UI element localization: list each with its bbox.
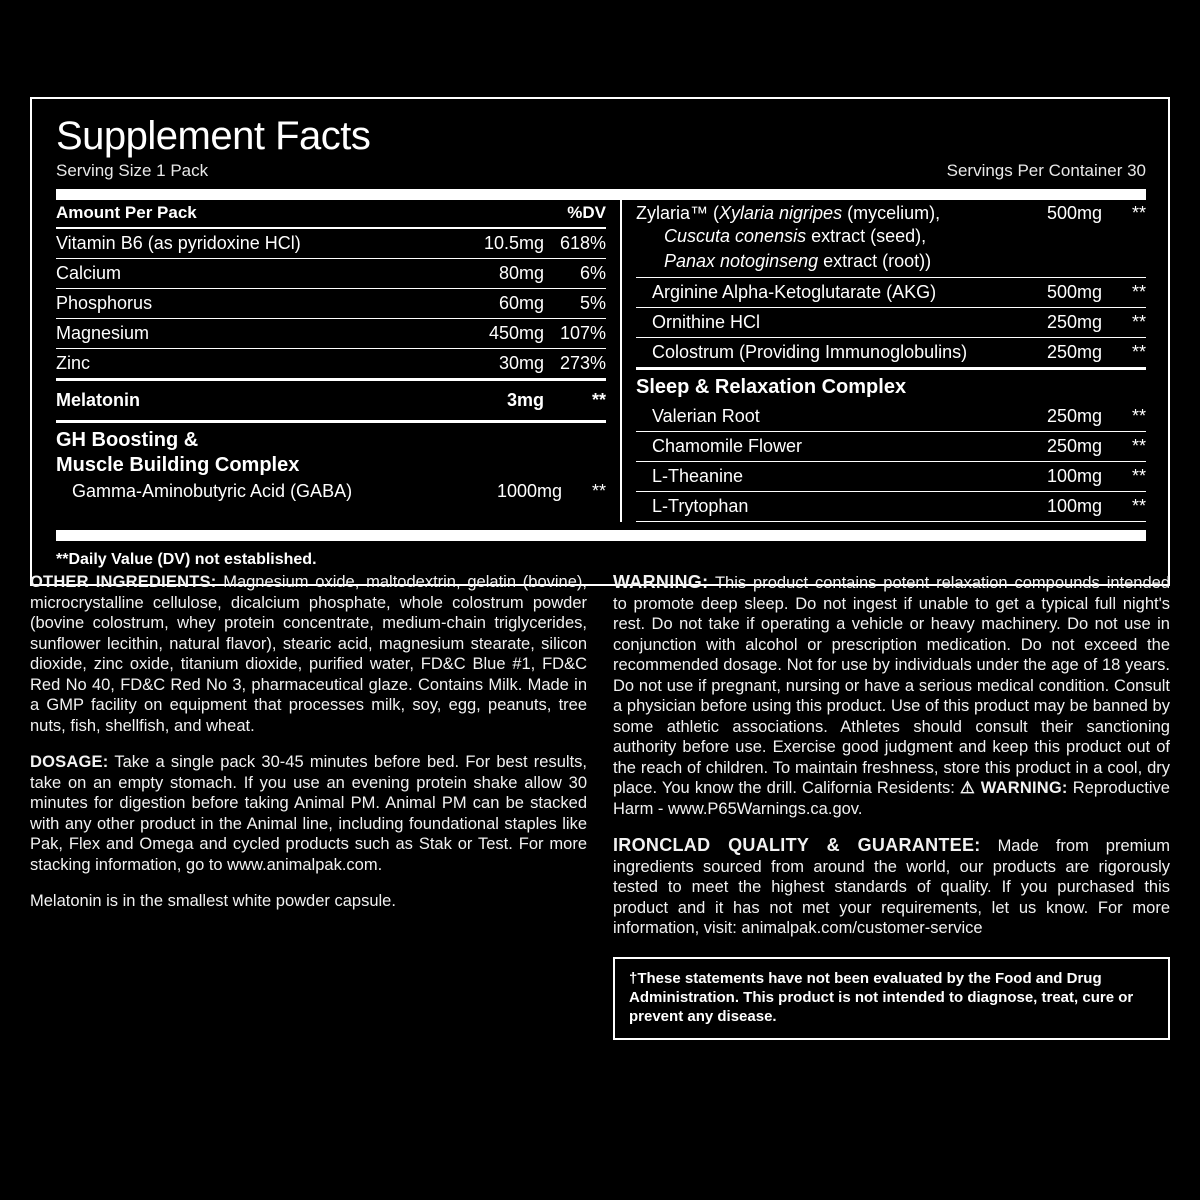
gh-complex-title-line-1: GH Boosting & (56, 429, 199, 451)
table-row (56, 259, 606, 289)
zylaria-post-2: extract (seed), (806, 226, 927, 246)
table-row (56, 229, 606, 259)
nutrient-name: L-Theanine (652, 466, 744, 486)
nutrient-dv: 618% (559, 233, 606, 253)
amount-header-row (56, 200, 606, 229)
amount-per-pack-label: Amount Per Pack (56, 203, 197, 222)
zylaria-italic-1: Xylaria nigripes (719, 203, 843, 223)
dosage-text: Take a single pack 30-45 minutes before bed. For best results, take on an empty stomach. If you use an evening protein shake allow 30 minutes for digestion before taking Animal PM. Animal PM can be stacked with any other product in the Animal line, including foundational staples like Pak, Flex and Omega and cycled products such as Stak or Test. For more stacking information, go to www.animalpak.com. (30, 753, 587, 874)
fda-disclaimer-box (613, 957, 1170, 1040)
other-ingredients-label: OTHER INGREDIENTS: (30, 573, 217, 591)
lower-left-column (30, 572, 587, 1040)
panel-bottom-thick-rule (56, 530, 1146, 541)
nutrient-amount: 100mg (1046, 466, 1102, 486)
table-row-melatonin (56, 381, 606, 423)
nutrient-name: Gamma-Aminobutyric Acid (GABA) (72, 481, 353, 501)
nutrient-dv: 273% (559, 353, 606, 373)
other-ingredients-paragraph (30, 572, 587, 736)
p65-warning-label: WARNING: (980, 779, 1068, 797)
zylaria-sub-line-2 (636, 225, 1146, 250)
table-row (636, 338, 1146, 370)
nutrient-dv: ** (1131, 312, 1146, 332)
servings-per-container: Servings Per Container 30 (946, 161, 1146, 180)
nutrient-name: Ornithine HCl (652, 312, 761, 332)
warning-label: WARNING: (613, 572, 709, 592)
nutrient-name: Vitamin B6 (as pyridoxine HCl) (56, 233, 301, 253)
guarantee-paragraph (613, 835, 1170, 939)
zylaria-post-3: extract (root)) (818, 251, 932, 271)
dosage-label: DOSAGE: (30, 753, 109, 771)
serving-info-row (56, 161, 1146, 181)
zylaria-italic-2: Cuscuta conensis (664, 226, 807, 246)
table-row (636, 278, 1146, 308)
nutrient-name: Magnesium (56, 323, 150, 343)
nutrient-dv: 107% (559, 323, 606, 343)
nutrient-dv: ** (1131, 203, 1146, 223)
daily-value-note: **Daily Value (DV) not established. (56, 551, 317, 568)
nutrient-amount: 10.5mg (483, 233, 544, 253)
table-row (56, 289, 606, 319)
nutrient-name: Zinc (56, 353, 91, 373)
panel-top-thick-rule (56, 189, 1146, 200)
fda-disclaimer-text: †These statements have not been evaluated by the Food and Drug Administration. This product is not intended to diagnose, treat, cure or prevent any disease. (629, 969, 1134, 1025)
other-ingredients-text: Magnesium oxide, maltodextrin, gelatin (bovine), microcrystalline cellulose, dicalcium phosphate, whole colostrum powder (bovine colostrum, whey protein concentrate, medium-chain triglycerides, sunflower lecithin, natural flavor), stearic acid, magnesium stearate, silicon dioxide, zinc oxide, titanium dioxide, purified water, FD&C Blue #1, FD&C Red No 40, FD&C Red No 3, pharmaceutical glaze. Contains Milk. Made in a GMP facility on equipment that processes milk, soy, egg, peanuts, tree nuts, fish, shellfish, and wheat. (30, 573, 587, 735)
nutrient-amount: 500mg (1046, 203, 1102, 223)
table-row (636, 402, 1146, 432)
zylaria-sub-line-3 (636, 250, 1146, 278)
guarantee-text: Made from premium ingredients sourced from around the world, our products are rigorously tested to meet the highest standards of quality. If you purchased this product and it has not met your requirements, let us know. For more information, visit: animalpak.com/customer-service (613, 837, 1170, 937)
nutrient-amount: 100mg (1046, 496, 1102, 516)
serving-size: Serving Size 1 Pack (56, 161, 209, 180)
zylaria-italic-3: Panax notoginseng (664, 251, 819, 271)
nutrient-dv: 5% (579, 293, 606, 313)
nutrient-dv: ** (1131, 282, 1146, 302)
nutrient-name: Colostrum (Providing Immunoglobulins) (652, 342, 968, 362)
table-row (636, 492, 1146, 522)
panel-title: Supplement Facts (56, 114, 371, 158)
supplement-facts-panel (30, 97, 1170, 586)
zylaria-post-1: (mycelium), (842, 203, 941, 223)
table-row-zylaria (636, 200, 1146, 225)
table-row (56, 319, 606, 349)
nutrient-dv: ** (1131, 496, 1146, 516)
nutrient-dv: ** (1131, 406, 1146, 426)
nutrient-dv: ** (1131, 342, 1146, 362)
table-row (636, 462, 1146, 492)
dosage-paragraph (30, 752, 587, 875)
dv-label: %DV (567, 203, 606, 222)
table-row (636, 432, 1146, 462)
p65-warning-text: Reproductive Harm - www.P65Warnings.ca.gov. (613, 779, 1170, 818)
nutrient-dv: 6% (579, 263, 606, 283)
nutrient-dv: ** (1131, 436, 1146, 456)
nutrient-amount: 250mg (1046, 436, 1102, 456)
warning-text: This product contains potent relaxation compounds intended to promote deep sleep. Do not ingest if unable to get a typical full night's rest. Do not take if operating a vehicle or heavy machinery. Do not use in conjunction with alcohol or prescription medication. Do not exceed the recommended dosage. Not for use by individuals under the age of 18 years. Do not use if pregnant, nursing or have a serious medical condition. Consult a physician before using this product. Use of this product may be banned by some athletic associations. Athletes should consult their sanctioning authority before use. Exercise good judgment and keep this product out of the reach of children. To maintain freshness, store this product in a cool, dry place. You know the drill. California Residents: (613, 574, 1170, 797)
facts-columns (56, 200, 1146, 522)
warning-paragraph (613, 572, 1170, 819)
nutrient-name: Valerian Root (652, 406, 760, 426)
nutrient-dv: ** (591, 390, 606, 410)
sleep-complex-title: Sleep & Relaxation Complex (636, 376, 907, 398)
table-row (636, 308, 1146, 338)
nutrient-name: L-Trytophan (652, 496, 749, 516)
facts-left-column (56, 200, 612, 522)
nutrient-amount: 450mg (488, 323, 544, 343)
nutrient-name: Calcium (56, 263, 122, 283)
column-divider (620, 200, 622, 522)
nutrient-amount: 60mg (498, 293, 544, 313)
lower-text-area (30, 572, 1170, 1040)
nutrient-amount: 500mg (1046, 282, 1102, 302)
melatonin-note: Melatonin is in the smallest white powder capsule. (30, 892, 396, 910)
nutrient-name: Melatonin (56, 390, 140, 410)
facts-right-column (630, 200, 1146, 522)
nutrient-name: Arginine Alpha-Ketoglutarate (AKG) (652, 282, 937, 302)
nutrient-amount: 1000mg (496, 481, 562, 501)
nutrient-amount: 3mg (506, 390, 544, 410)
nutrient-dv: ** (591, 481, 606, 501)
nutrient-name: Phosphorus (56, 293, 153, 313)
nutrient-amount: 250mg (1046, 406, 1102, 426)
p65-warning-icon: ⚠ (960, 779, 976, 797)
table-row (56, 349, 606, 381)
nutrient-amount: 250mg (1046, 342, 1102, 362)
nutrient-amount: 30mg (498, 353, 544, 373)
zylaria-pre: Zylaria™ ( (636, 203, 720, 223)
gh-complex-title-line-2: Muscle Building Complex (56, 454, 300, 476)
nutrient-name: Chamomile Flower (652, 436, 803, 456)
guarantee-label: IRONCLAD QUALITY & GUARANTEE: (613, 835, 981, 855)
lower-right-column (613, 572, 1170, 1040)
nutrient-dv: ** (1131, 466, 1146, 486)
nutrient-amount: 250mg (1046, 312, 1102, 332)
table-row (56, 480, 606, 505)
nutrient-amount: 80mg (498, 263, 544, 283)
nutrient-name (636, 202, 1012, 225)
